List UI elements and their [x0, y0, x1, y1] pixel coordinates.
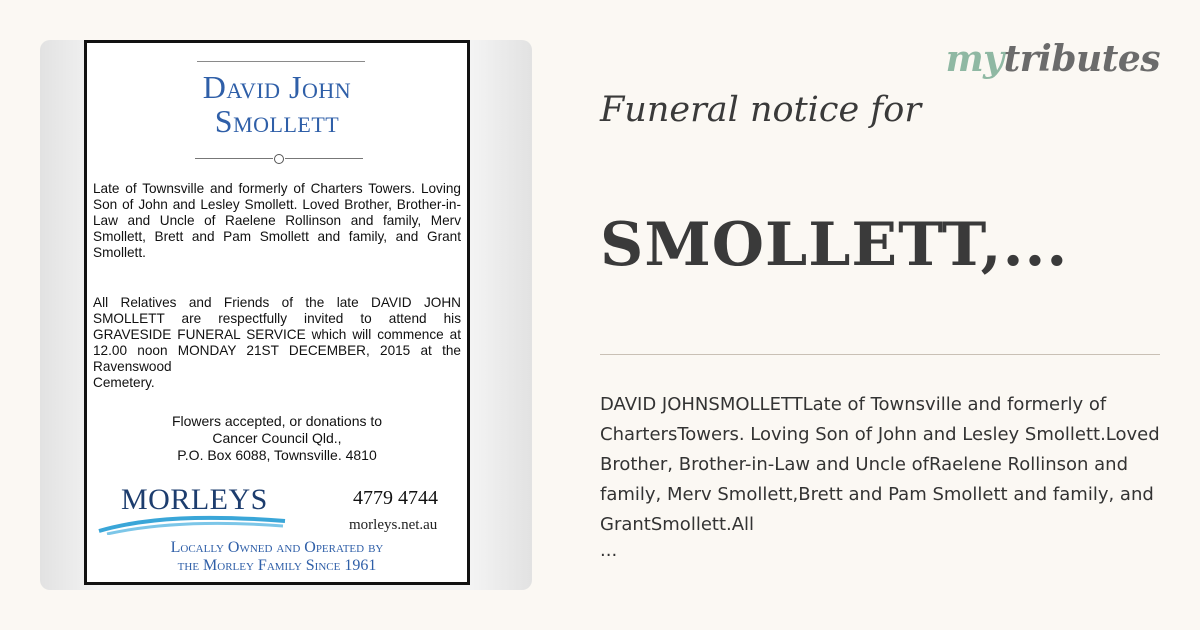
logo-my: my — [945, 38, 1004, 80]
notice-top-divider — [197, 61, 365, 62]
tagline-line-1: Locally Owned and Operated by — [170, 539, 384, 556]
funeral-home-logo: MORLEYS — [121, 483, 268, 516]
funeral-home-phone: 4779 4744 — [353, 487, 438, 509]
tagline-line-2: the Morley Family Since 1961 — [177, 557, 377, 574]
notice-paragraph-1-text: Late of Townsville and formerly of Charters Towers. Loving Son of John and Lesley Smollett. Loved Brother, Brother-in-Law and Uncle of Raelene Rollinson and family, Merv Smollett, Brett and Pam Smollett and family, and Grant — [93, 181, 461, 244]
ornament-divider — [195, 153, 363, 165]
notice-donations — [87, 413, 467, 464]
excerpt-ellipsis: ... — [600, 540, 618, 561]
notice-excerpt: DAVID JOHNSMOLLETTLate of Townsville and formerly of ChartersTowers. Loving Son of John and Lesley Smollett.Loved Brother, Brother-in-Law and Uncle ofRaelene Rollinson and family, Merv Smollett,Brett and Pam Smollett and family, and GrantSmollett.All — [600, 394, 1160, 535]
notice-image-card — [40, 40, 532, 590]
logo-tributes: tributes — [1003, 38, 1160, 80]
page-kicker: Funeral notice for — [600, 90, 922, 130]
donations-line-2: Cancer Council Qld., — [212, 430, 342, 446]
donations-line-3: P.O. Box 6088, Townsville. 4810 — [177, 447, 377, 463]
notice-name-line2: Smollett — [214, 103, 340, 139]
notice-name-line1: David John — [202, 69, 352, 105]
notice-paragraph-2-end: Cemetery. — [93, 375, 155, 390]
page-title: SMOLLETT,... — [600, 210, 1069, 280]
notice-paragraph-1-end: Smollett. — [93, 245, 146, 260]
title-divider — [600, 354, 1160, 355]
funeral-notice — [84, 40, 470, 585]
notice-paragraph-2 — [93, 295, 461, 391]
donations-line-1: Flowers accepted, or donations to — [171, 413, 383, 429]
mytributes-logo[interactable] — [946, 38, 1160, 80]
notice-paragraph-1 — [93, 181, 461, 261]
wave-logo-icon — [97, 513, 287, 535]
notice-paragraph-2-text: All Relatives and Friends of the late DAVID JOHN SMOLLETT are respectfully invited to attend his GRAVESIDE FUNERAL SERVICE which will commence at 12.00 noon MONDAY 21ST DECEMBER, 2015 at the Ravenswood — [93, 295, 461, 374]
funeral-home-website: morleys.net.au — [349, 517, 438, 533]
